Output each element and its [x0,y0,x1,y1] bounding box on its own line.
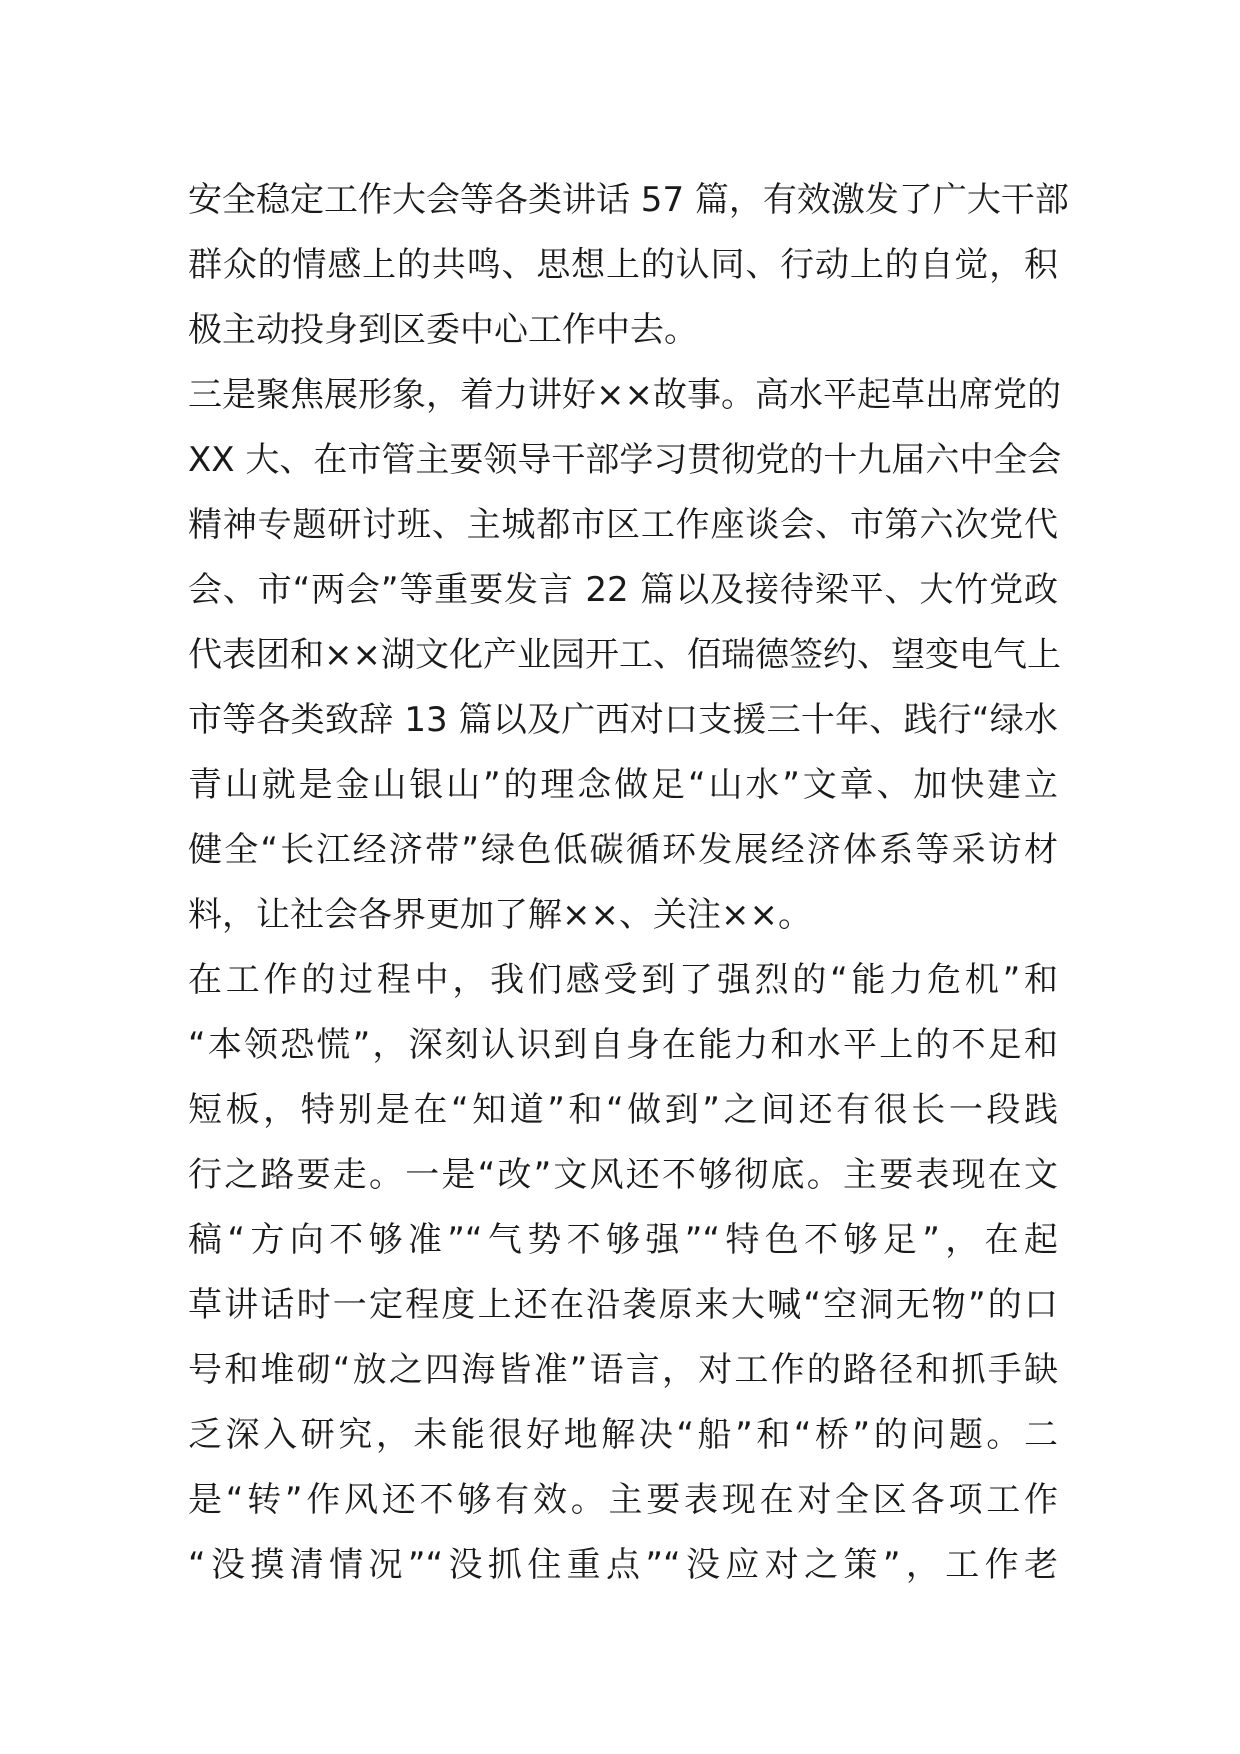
text-line-17: 稿“方向不够准”“气势不够强”“特色不够足”，在起 [188,1220,1058,1260]
text-line-5: XX 大、在市管主要领导干部学习贯彻党的十九届六中全会 [188,440,1062,480]
text-line-4: 三是聚焦展形象，着力讲好××故事。高水平起草出席党的 [188,375,1061,415]
text-line-6: 精神专题研讨班、主城都市区工作座谈会、市第六次党代 [188,505,1058,545]
text-line-18: 草讲话时一定程度上还在沿袭原来大喊“空洞无物”的口 [188,1285,1058,1325]
text-line-7: 会、市“两会”等重要发言 22 篇以及接待梁平、大竹党政 [188,570,1058,610]
text-line-9: 市等各类致辞 13 篇以及广西对口支援三十年、践行“绿水 [188,700,1058,740]
text-line-14: “本领恐慌”，深刻认识到自身在能力和水平上的不足和 [188,1025,1058,1065]
text-line-10: 青山就是金山银山”的理念做足“山水”文章、加快建立 [188,765,1058,805]
text-line-12: 料，让社会各界更加了解××、关注××。 [188,895,812,935]
body-text [188,168,1069,1598]
text-line-16: 行之路要走。一是“改”文风还不够彻底。主要表现在文 [188,1155,1058,1195]
text-line-19: 号和堆砌“放之四海皆准”语言，对工作的路径和抓手缺 [188,1350,1058,1390]
text-line-3: 极主动投身到区委中心工作中去。 [188,310,698,350]
text-line-8: 代表团和××湖文化产业园开工、佰瑞德签约、望变电气上 [188,635,1061,675]
text-line-20: 乏深入研究，未能很好地解决“船”和“桥”的问题。二 [188,1415,1058,1455]
text-line-2: 群众的情感上的共鸣、思想上的认同、行动上的自觉，积 [188,245,1058,285]
text-line-13: 在工作的过程中，我们感受到了强烈的“能力危机”和 [188,960,1058,1000]
text-line-11: 健全“长江经济带”绿色低碳循环发展经济体系等采访材 [188,830,1058,870]
text-line-22: “没摸清情况”“没抓住重点”“没应对之策”，工作老 [188,1545,1058,1585]
text-line-1: 安全稳定工作大会等各类讲话 57 篇，有效激发了广大干部 [188,180,1069,220]
text-line-15: 短板，特别是在“知道”和“做到”之间还有很长一段践 [188,1090,1058,1130]
text-line-21: 是“转”作风还不够有效。主要表现在对全区各项工作 [188,1480,1058,1520]
